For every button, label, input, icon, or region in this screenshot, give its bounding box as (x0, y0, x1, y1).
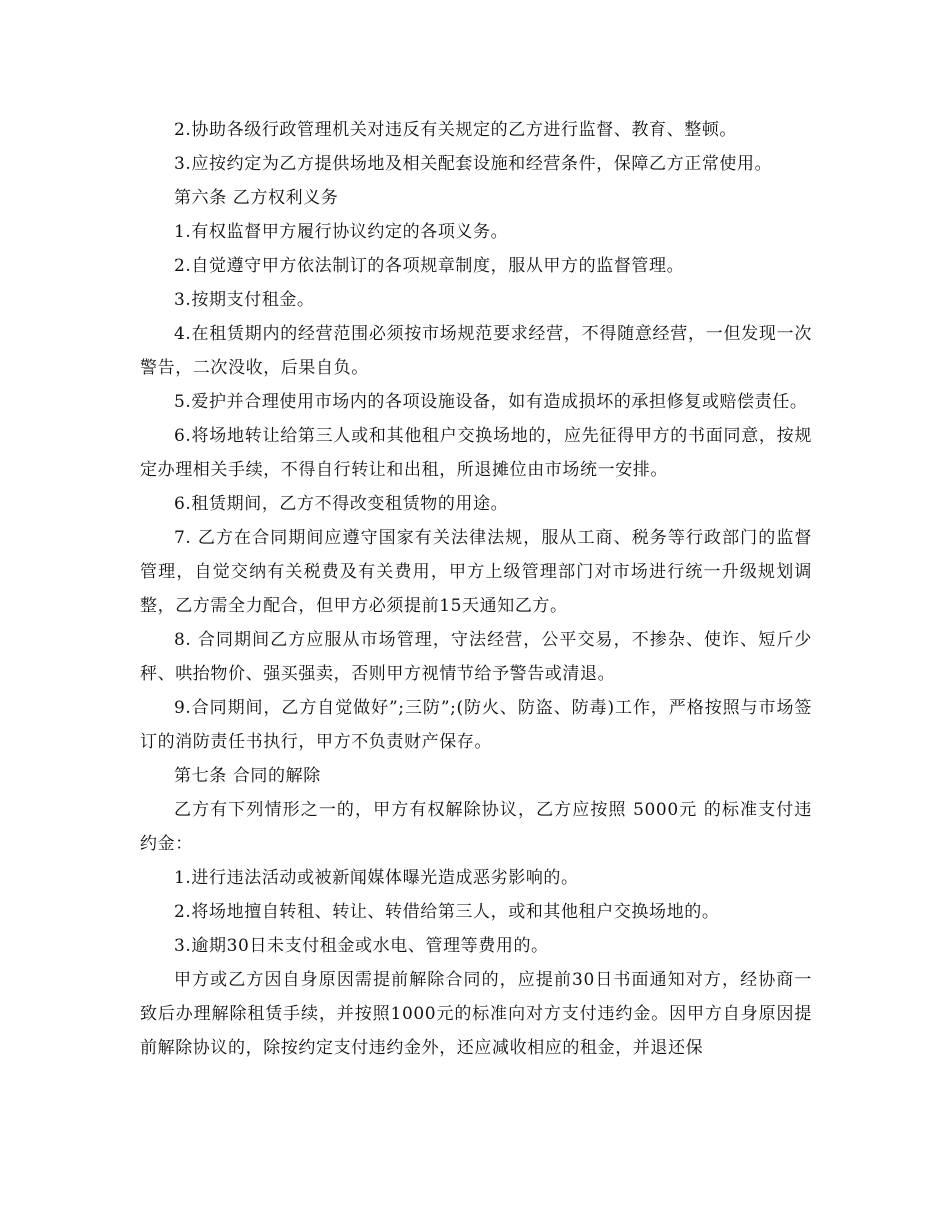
section-heading: 第七条 合同的解除 (174, 766, 321, 786)
paragraph: 6.租赁期间，乙方不得改变租赁物的用途。 (174, 494, 509, 514)
paragraph: 2.自觉遵守甲方依法制订的各项规章制度，服从甲方的监督管理。 (174, 256, 685, 276)
paragraph: 9.合同期间，乙方自觉做好”;三防”;(防火、防盗、防毒)工作，严格按照与市场签订的消防责任书执行，甲方不负责财产保存。 (140, 698, 812, 752)
paragraph: 4.在租赁期内的经营范围必须按市场规范要求经营，不得随意经营，一但发现一次警告，二次没收，后果自负。 (140, 324, 812, 378)
paragraph: 乙方有下列情形之一的，甲方有权解除协议，乙方应按照 5000元 的标准支付违约金： (140, 800, 812, 854)
paragraph: 2.协助各级行政管理机关对违反有关规定的乙方进行监督、教育、整顿。 (174, 120, 738, 140)
paragraph: 5.爱护并合理使用市场内的各项设施设备，如有造成损坏的承担修复或赔偿责任。 (174, 392, 808, 412)
paragraph: 1.进行违法活动或被新闻媒体曝光造成恶劣影响的。 (174, 868, 579, 888)
paragraph: 1.有权监督甲方履行协议约定的各项义务。 (174, 222, 509, 242)
paragraph: 2.将场地擅自转租、转让、转借给第三人，或和其他租户交换场地的。 (174, 902, 720, 922)
paragraph: 3.应按约定为乙方提供场地及相关配套设施和经营条件，保障乙方正常使用。 (174, 154, 773, 174)
paragraph: 6.将场地转让给第三人或和其他租户交换场地的，应先征得甲方的书面同意，按规定办理相关手续，不得自行转让和出租，所退摊位由市场统一安排。 (140, 426, 812, 480)
paragraph: 甲方或乙方因自身原因需提前解除合同的，应提前30日书面通知对方，经协商一致后办理解除租赁手续，并按照1000元的标准向对方支付违约金。因甲方自身原因提前解除协议的，除按约定支付违约金外，还应减收相应的租金，并退还保 (140, 970, 812, 1058)
paragraph: 3.逾期30日未支付租金或水电、管理等费用的。 (174, 936, 549, 956)
paragraph: 3.按期支付租金。 (174, 290, 315, 310)
document-body (140, 113, 812, 1065)
paragraph: 7. 乙方在合同期间应遵守国家有关法律法规，服从工商、税务等行政部门的监督管理，自觉交纳有关税费及有关费用，甲方上级管理部门对市场进行统一升级规划调整，乙方需全力配合，但甲方必须提前15天通知乙方。 (140, 528, 812, 616)
paragraph: 8. 合同期间乙方应服从市场管理，守法经营，公平交易，不掺杂、使诈、短斤少秤、哄抬物价、强买强卖，否则甲方视情节给予警告或清退。 (140, 630, 812, 684)
section-heading: 第六条 乙方权利义务 (174, 188, 339, 208)
